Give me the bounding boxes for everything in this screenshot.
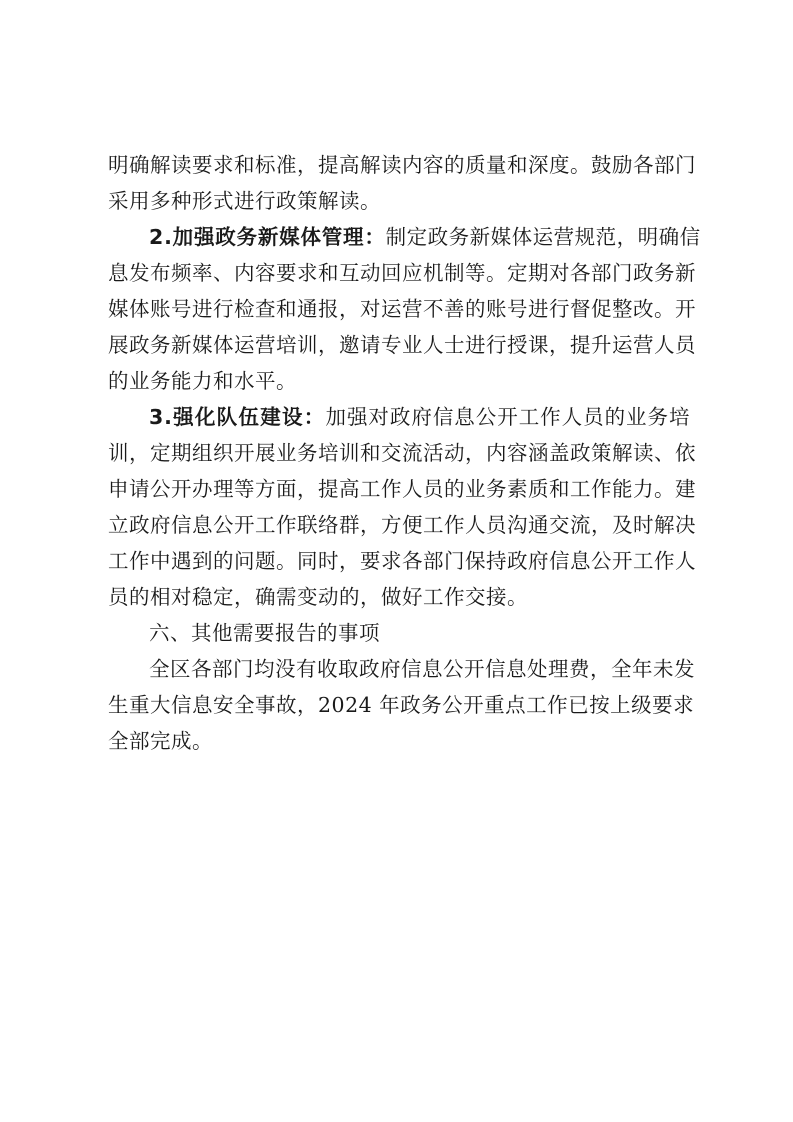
item-text: 制定政务新媒体运营规范，明确信 [385,225,701,249]
item-first-line [108,399,690,435]
text-line: 全区各部门均没有收取政府信息公开信息处理费，全年未发 [149,657,695,681]
paragraph-policy-interpretation [108,147,696,219]
document-body [108,147,701,759]
text-line: 申请公开办理等方面，提高工作人员的业务素质和工作能力。建 [108,477,696,501]
text-line: 息发布频率、内容要求和互动回应机制等。定期对各部门政务新 [108,261,696,285]
item-text: 加强对政府信息公开工作人员的业务培 [325,405,690,429]
text-line: 全部完成。 [108,729,213,753]
text-line: 员的相对稳定，确需变动的，做好工作交接。 [108,585,528,609]
text-line: 生重大信息安全事故，2024 年政务公开重点工作已按上级要求 [108,693,695,717]
item-new-media-management [108,219,701,399]
section-heading: 六、其他需要报告的事项 [149,621,380,645]
item-title: 3.强化队伍建设： [149,405,326,429]
text-line: 工作中遇到的问题。同时，要求各部门保持政府信息公开工作人 [108,549,696,573]
text-line: 展政务新媒体运营培训，邀请专业人士进行授课，提升运营人员 [108,333,696,357]
text-line: 明确解读要求和标准，提高解读内容的质量和深度。鼓励各部门 [108,153,696,177]
item-team-building [108,399,696,615]
text-line: 立政府信息公开工作联络群，方便工作人员沟通交流，及时解决 [108,513,696,537]
text-line: 的业务能力和水平。 [108,369,297,393]
text-line: 媒体账号进行检查和通报，对运营不善的账号进行督促整改。开 [108,297,696,321]
text-line: 训，定期组织开展业务培训和交流活动，内容涵盖政策解读、依 [108,441,696,465]
text-line: 采用多种形式进行政策解读。 [108,189,381,213]
item-first-line [108,219,701,255]
section-other-matters [108,615,695,759]
item-title: 2.加强政务新媒体管理： [149,225,386,249]
